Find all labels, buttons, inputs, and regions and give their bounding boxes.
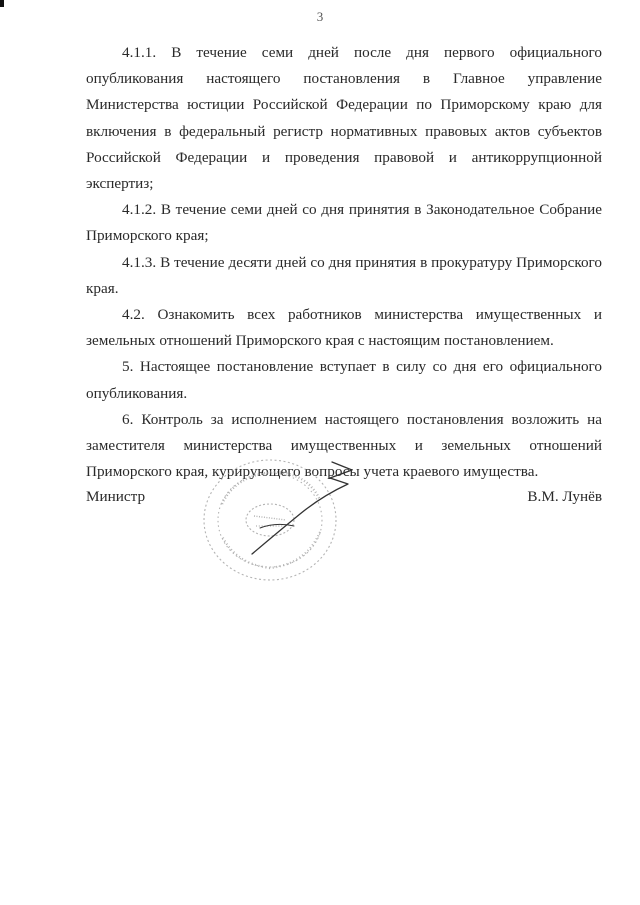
signatory-name: В.М. Лунёв [527, 488, 602, 505]
paragraph-4-1-3: 4.1.3. В течение десяти дней со дня принятия в прокуратуру Приморского края. [86, 253, 602, 297]
document-body [86, 40, 602, 485]
paragraph-4-1-1: 4.1.1. В течение семи дней после дня первого официального опубликования настоящего постановления в Главное управление Министерства юстиции Российской Федерации по Приморскому краю для включения в федеральный регистр нормативных правовых актов субъектов Российской Федерации и проведения правовой и антикоррупционной экспертиз; [86, 44, 602, 193]
signatory-title: Министр [86, 488, 146, 505]
paragraph-5: 5. Настоящее постановление вступает в силу со дня его официального опубликования. [86, 358, 602, 402]
paragraph-4-2: 4.2. Ознакомить всех работников министерства имущественных и земельных отношений Приморского края с настоящим постановлением. [86, 306, 602, 350]
signature-block [86, 488, 602, 518]
paragraph-4-1-2: 4.1.2. В течение семи дней со дня принятия в Законодательное Собрание Приморского края; [86, 201, 602, 245]
paragraph-6: 6. Контроль за исполнением настоящего постановления возложить на заместителя министерства имущественных и земельных отношений Приморского края, курирующего вопросы учета краевого имущества. [86, 410, 602, 481]
page-number: 3 [316, 9, 324, 24]
scan-corner-mark [0, 0, 4, 7]
